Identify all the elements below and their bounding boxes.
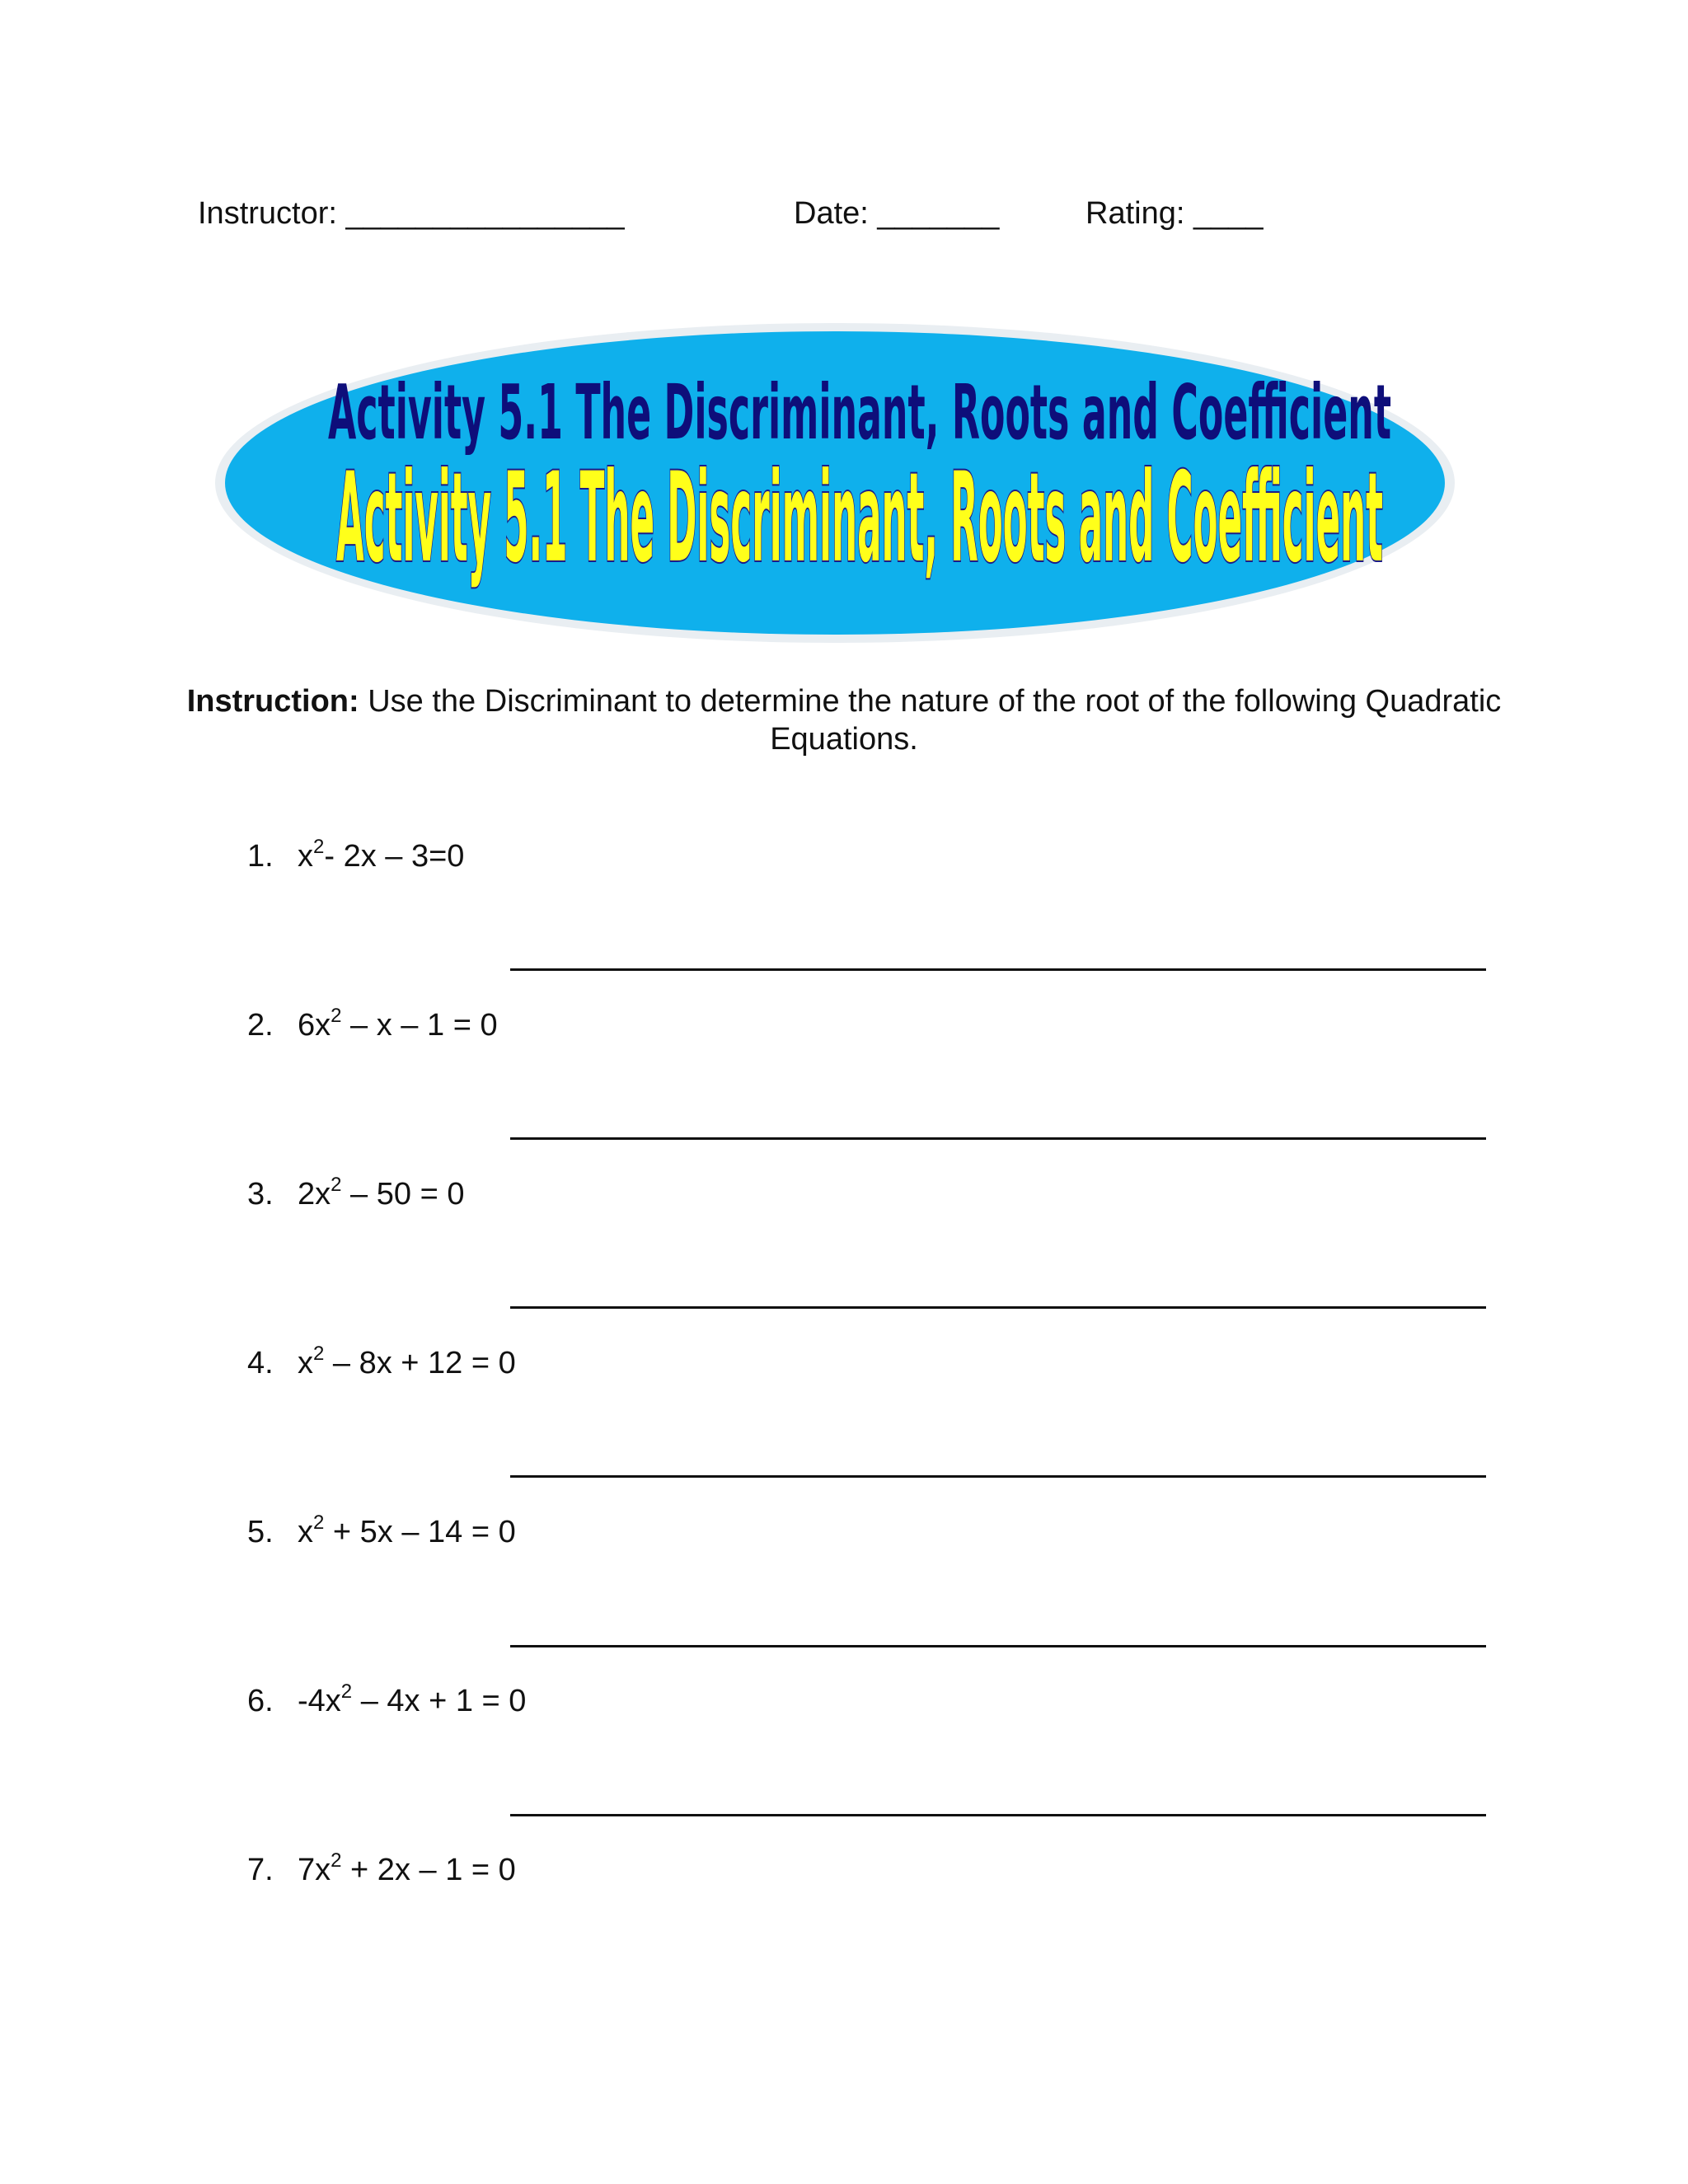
instructor-field[interactable]	[198, 196, 625, 232]
instruction-label: Instruction:	[186, 684, 359, 719]
date-field[interactable]	[794, 196, 999, 232]
question-1	[247, 836, 465, 880]
question-number: 6.	[247, 1684, 274, 1718]
question-6	[247, 1680, 527, 1725]
question-number: 7.	[247, 1853, 274, 1887]
question-3	[247, 1174, 465, 1218]
answer-line-6[interactable]	[510, 1814, 1486, 1816]
equation-base: x	[298, 839, 313, 874]
question-2	[247, 1005, 498, 1049]
equation-rest: – 4x + 1 = 0	[352, 1684, 527, 1718]
equation-exponent: 2	[340, 1680, 353, 1703]
title-banner	[213, 321, 1457, 651]
header-row	[0, 196, 1688, 246]
equation-rest: – x – 1 = 0	[341, 1008, 498, 1043]
equation-base: x	[298, 1346, 313, 1380]
equation-rest: – 50 = 0	[341, 1177, 465, 1212]
equation-exponent: 2	[313, 1511, 325, 1534]
equation-rest: - 2x – 3=0	[324, 839, 465, 874]
equation-base: x	[298, 1515, 313, 1549]
question-7	[247, 1849, 516, 1894]
equation-base: 7x	[298, 1853, 331, 1887]
question-number: 1.	[247, 839, 274, 874]
answer-line-4[interactable]	[510, 1475, 1486, 1478]
instructor-label: Instructor:	[198, 196, 337, 231]
answer-line-3[interactable]	[510, 1306, 1486, 1309]
rating-label: Rating:	[1085, 196, 1185, 231]
equation-rest: + 5x – 14 = 0	[324, 1515, 516, 1549]
equation-exponent: 2	[313, 836, 325, 858]
equation-exponent: 2	[331, 1005, 342, 1027]
equation-exponent: 2	[331, 1174, 342, 1196]
rating-blank[interactable]: ____	[1193, 196, 1264, 231]
instructor-blank[interactable]: ________________	[345, 196, 625, 231]
question-number: 2.	[247, 1008, 274, 1043]
date-label: Date:	[794, 196, 869, 231]
question-number: 3.	[247, 1177, 274, 1212]
equation-rest: + 2x – 1 = 0	[341, 1853, 516, 1887]
banner-title-shadow: Activity 5.1 The Discriminant, Roots and Coefficient	[328, 368, 1391, 457]
question-number: 5.	[247, 1515, 274, 1549]
question-4	[247, 1343, 516, 1387]
equation-base: 2x	[298, 1177, 331, 1212]
equation-base: -4x	[298, 1684, 341, 1718]
equation-exponent: 2	[313, 1343, 325, 1365]
title-banner-graphic	[213, 321, 1457, 651]
instruction-text: Use the Discriminant to determine the nature of the root of the following Quadratic Equations.	[368, 684, 1502, 757]
equation-base: 6x	[298, 1008, 331, 1043]
question-number: 4.	[247, 1346, 274, 1380]
answer-line-2[interactable]	[510, 1137, 1486, 1140]
question-5	[247, 1511, 516, 1556]
equation-exponent: 2	[331, 1849, 342, 1872]
equation-rest: – 8x + 12 = 0	[324, 1346, 516, 1380]
answer-line-1[interactable]	[510, 968, 1486, 971]
answer-line-5[interactable]	[510, 1645, 1486, 1647]
banner-title: Activity 5.1 The Discriminant, Roots and Coefficient	[336, 447, 1383, 590]
instruction	[181, 682, 1507, 758]
rating-field[interactable]	[1085, 196, 1264, 232]
date-blank[interactable]: _______	[877, 196, 1000, 231]
